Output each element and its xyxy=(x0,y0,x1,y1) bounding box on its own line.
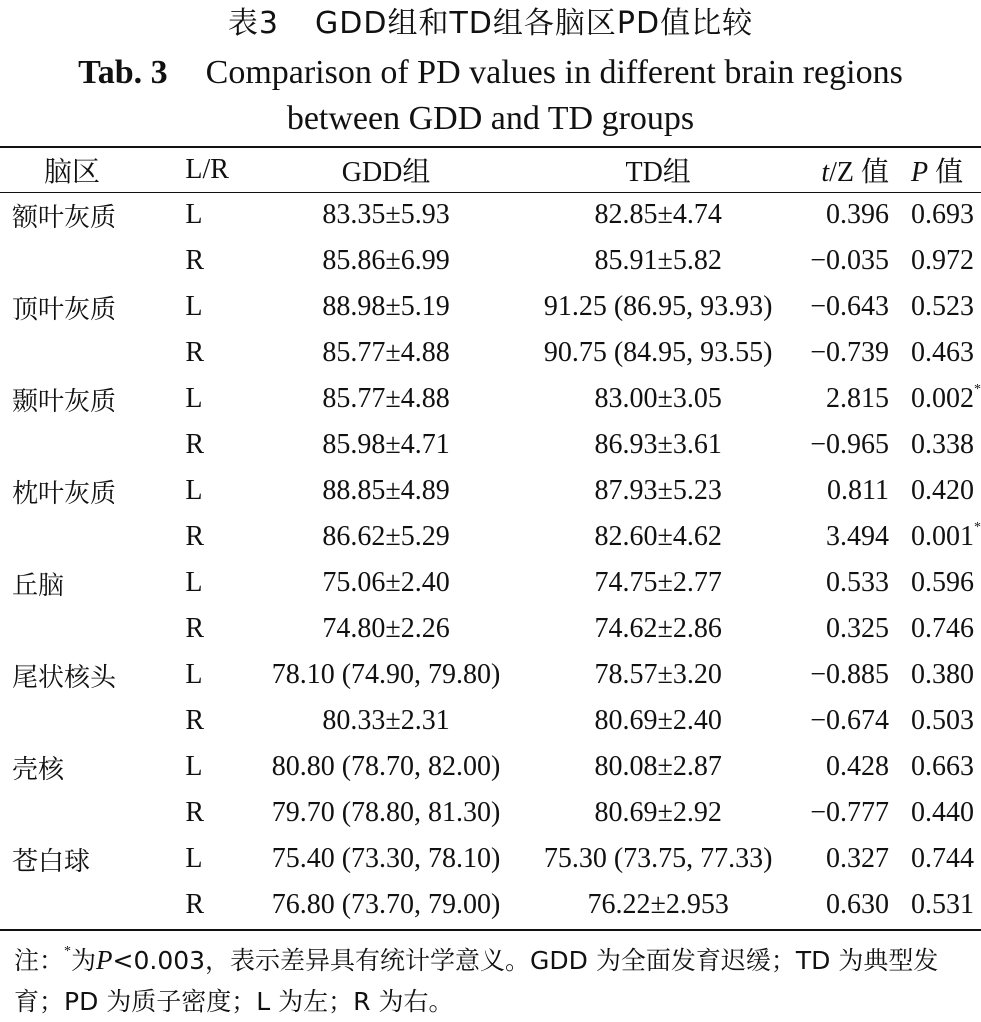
cell-t-z xyxy=(784,790,911,836)
cell-p xyxy=(911,192,981,238)
cell-lr xyxy=(185,330,240,376)
cell-gdd xyxy=(240,330,532,376)
cell-region xyxy=(0,744,185,790)
table-row xyxy=(0,284,981,330)
cell-td-value: 91.25 (86.95, 93.93) xyxy=(543,291,773,322)
cell-lr xyxy=(185,560,240,606)
cell-region-value: 枕叶灰质 xyxy=(12,478,117,509)
cell-region-value: 苍白球 xyxy=(12,846,91,877)
cell-p-value: 0.693 xyxy=(911,199,974,230)
cell-p-value: 0.523 xyxy=(911,291,974,322)
cell-p-value: 0.663 xyxy=(911,751,974,782)
cell-gdd-value: 88.85±4.89 xyxy=(322,475,450,506)
pd-comparison-table xyxy=(0,148,981,928)
cell-td xyxy=(532,698,784,744)
cell-t-z xyxy=(784,652,911,698)
table-caption-en-line1: Comparison of PD values in different brain regions xyxy=(205,54,903,91)
cell-td xyxy=(532,514,784,560)
cell-gdd-value: 79.70 (78.80, 81.30) xyxy=(271,797,501,828)
cell-p-value: 0.744 xyxy=(911,843,974,874)
cell-region xyxy=(0,330,185,376)
cell-lr-value: L xyxy=(185,751,203,782)
cell-p xyxy=(911,836,981,882)
cell-p xyxy=(911,698,981,744)
cell-lr xyxy=(185,652,240,698)
cell-p xyxy=(911,744,981,790)
cell-lr-value: L xyxy=(185,567,203,598)
cell-td-value: 80.69±2.40 xyxy=(594,705,722,736)
cell-region xyxy=(0,284,185,330)
table-caption-cn: GDD组和TD组各脑区PD值比较 xyxy=(315,6,754,41)
cell-t-z-value: 0.325 xyxy=(826,613,889,644)
cell-p xyxy=(911,652,981,698)
cell-p xyxy=(911,560,981,606)
table-row xyxy=(0,606,981,652)
cell-td xyxy=(532,468,784,514)
cell-region xyxy=(0,376,185,422)
cell-lr xyxy=(185,790,240,836)
cell-gdd xyxy=(240,790,532,836)
cell-t-z xyxy=(784,330,911,376)
cell-lr xyxy=(185,468,240,514)
cell-lr-value: L xyxy=(185,843,203,874)
cell-lr xyxy=(185,744,240,790)
cell-lr-value: L xyxy=(185,199,203,230)
cell-lr-value: L xyxy=(185,383,203,414)
cell-p-value: 0.440 xyxy=(911,797,974,828)
cell-gdd xyxy=(240,606,532,652)
cell-gdd-value: 76.80 (73.70, 79.00) xyxy=(271,889,501,920)
cell-t-z-value: 0.533 xyxy=(826,567,889,598)
cell-region-value: 顶叶灰质 xyxy=(12,294,117,325)
cell-region xyxy=(0,790,185,836)
cell-td xyxy=(532,744,784,790)
cell-td xyxy=(532,606,784,652)
cell-t-z xyxy=(784,882,911,928)
cell-td xyxy=(532,882,784,928)
cell-td-value: 86.93±3.61 xyxy=(594,429,722,460)
cell-p-value: 0.972 xyxy=(911,245,974,276)
cell-lr-value: L xyxy=(185,291,203,322)
header-td-label: TD组 xyxy=(625,157,691,188)
cell-t-z-value: 0.428 xyxy=(826,751,889,782)
cell-td xyxy=(532,560,784,606)
cell-region-value: 颞叶灰质 xyxy=(12,386,117,417)
cell-td xyxy=(532,238,784,284)
cell-lr-value: R xyxy=(185,245,205,276)
cell-p xyxy=(911,284,981,330)
cell-lr xyxy=(185,836,240,882)
cell-t-z xyxy=(784,376,911,422)
cell-t-z xyxy=(784,284,911,330)
cell-t-z xyxy=(784,606,911,652)
cell-gdd-value: 75.06±2.40 xyxy=(322,567,450,598)
cell-t-z xyxy=(784,698,911,744)
cell-t-z xyxy=(784,422,911,468)
cell-gdd-value: 75.40 (73.30, 78.10) xyxy=(271,843,501,874)
cell-t-z xyxy=(784,560,911,606)
cell-gdd xyxy=(240,560,532,606)
cell-p-value: 0.001 xyxy=(911,521,974,552)
cell-gdd-value: 74.80±2.26 xyxy=(322,613,450,644)
header-t-italic: t xyxy=(821,157,830,188)
cell-gdd-value: 85.77±4.88 xyxy=(322,337,450,368)
note-part1: 为 xyxy=(71,946,97,975)
header-gdd xyxy=(240,148,532,192)
note-p-italic: P xyxy=(96,945,113,975)
table-body xyxy=(0,192,981,928)
cell-region xyxy=(0,238,185,284)
cell-t-z xyxy=(784,468,911,514)
cell-gdd xyxy=(240,652,532,698)
cell-lr xyxy=(185,514,240,560)
cell-region xyxy=(0,836,185,882)
table-row xyxy=(0,376,981,422)
header-lr: L/R xyxy=(185,154,229,185)
cell-gdd xyxy=(240,514,532,560)
table-title-en-line1 xyxy=(0,50,981,96)
cell-td-value: 80.08±2.87 xyxy=(594,751,722,782)
cell-p xyxy=(911,376,981,422)
header-td xyxy=(532,148,784,192)
cell-t-z xyxy=(784,192,911,238)
cell-lr xyxy=(185,192,240,238)
cell-t-z-value: 0.811 xyxy=(827,475,889,506)
cell-p-value: 0.596 xyxy=(911,567,974,598)
cell-td-value: 80.69±2.92 xyxy=(594,797,722,828)
cell-region xyxy=(0,422,185,468)
header-t-z xyxy=(784,148,911,192)
cell-td xyxy=(532,376,784,422)
cell-p-value: 0.746 xyxy=(911,613,974,644)
note-part2: <0.003，表示差异具有统计学意义。GDD 为全面发育迟缓；TD 为典型发育；PD 为质子密度；L 为左；R 为右。 xyxy=(14,946,939,1016)
cell-p-value: 0.380 xyxy=(911,659,974,690)
cell-lr-value: R xyxy=(185,337,205,368)
cell-region xyxy=(0,514,185,560)
table-row xyxy=(0,422,981,468)
cell-t-z-value: 3.494 xyxy=(826,521,889,552)
header-p xyxy=(911,148,981,192)
cell-gdd-value: 85.98±4.71 xyxy=(322,429,450,460)
cell-td-value: 90.75 (84.95, 93.55) xyxy=(543,337,773,368)
cell-gdd-value: 86.62±5.29 xyxy=(322,521,450,552)
cell-td-value: 78.57±3.20 xyxy=(594,659,722,690)
table-caption-en-line2: between GDD and TD groups xyxy=(286,100,695,137)
cell-gdd-value: 85.86±6.99 xyxy=(322,245,450,276)
cell-lr xyxy=(185,606,240,652)
cell-gdd xyxy=(240,422,532,468)
cell-p-value: 0.463 xyxy=(911,337,974,368)
cell-t-z-value: 0.396 xyxy=(826,199,889,230)
cell-t-z-value: 2.815 xyxy=(826,383,889,414)
table-row xyxy=(0,744,981,790)
cell-lr-value: L xyxy=(185,475,203,506)
cell-t-z xyxy=(784,238,911,284)
cell-td-value: 82.60±4.62 xyxy=(594,521,722,552)
cell-p-value: 0.002 xyxy=(911,383,974,414)
cell-lr xyxy=(185,422,240,468)
cell-gdd xyxy=(240,698,532,744)
table-row xyxy=(0,468,981,514)
cell-lr xyxy=(185,376,240,422)
header-t-rest: /Z 值 xyxy=(829,157,889,188)
cell-gdd xyxy=(240,376,532,422)
cell-t-z-value: −0.643 xyxy=(810,291,889,322)
cell-lr-value: R xyxy=(185,521,205,552)
cell-lr xyxy=(185,284,240,330)
table-row xyxy=(0,836,981,882)
cell-gdd-value: 80.80 (78.70, 82.00) xyxy=(271,751,501,782)
cell-gdd xyxy=(240,744,532,790)
cell-lr xyxy=(185,882,240,928)
cell-td-value: 85.91±5.82 xyxy=(594,245,722,276)
cell-td xyxy=(532,330,784,376)
cell-region xyxy=(0,882,185,928)
cell-td-value: 87.93±5.23 xyxy=(594,475,722,506)
table-row xyxy=(0,790,981,836)
cell-lr xyxy=(185,698,240,744)
cell-p xyxy=(911,790,981,836)
note-prefix: 注： xyxy=(14,946,65,975)
cell-gdd xyxy=(240,238,532,284)
cell-td xyxy=(532,284,784,330)
table-footnote xyxy=(14,940,974,1022)
cell-td xyxy=(532,790,784,836)
note-star: * xyxy=(64,944,72,959)
cell-td xyxy=(532,422,784,468)
cell-p xyxy=(911,238,981,284)
significance-star: * xyxy=(974,382,981,397)
cell-td-value: 74.75±2.77 xyxy=(594,567,722,598)
header-p-italic: P xyxy=(911,157,929,188)
cell-p-value: 0.531 xyxy=(911,889,974,920)
cell-td xyxy=(532,652,784,698)
table-row xyxy=(0,192,981,238)
cell-t-z-value: 0.630 xyxy=(826,889,889,920)
table-bottom-rule xyxy=(0,929,981,931)
cell-p xyxy=(911,882,981,928)
cell-p-value: 0.338 xyxy=(911,429,974,460)
header-p-rest: 值 xyxy=(928,157,964,188)
cell-gdd xyxy=(240,192,532,238)
cell-t-z xyxy=(784,836,911,882)
table-label-cn: 表3 xyxy=(227,6,279,41)
cell-region-value: 丘脑 xyxy=(12,570,65,601)
cell-td xyxy=(532,192,784,238)
cell-region-value: 壳核 xyxy=(12,754,65,785)
cell-gdd-value: 88.98±5.19 xyxy=(322,291,450,322)
cell-td-value: 83.00±3.05 xyxy=(594,383,722,414)
header-gdd-label: GDD组 xyxy=(341,157,431,188)
cell-lr xyxy=(185,238,240,284)
cell-region xyxy=(0,698,185,744)
significance-star: * xyxy=(974,520,981,535)
cell-lr-value: R xyxy=(185,705,205,736)
cell-td-value: 76.22±2.953 xyxy=(587,889,729,920)
table-row xyxy=(0,330,981,376)
cell-lr-value: R xyxy=(185,613,205,644)
table-title-en xyxy=(0,50,981,142)
cell-t-z xyxy=(784,514,911,560)
table-title-cn xyxy=(0,2,981,44)
cell-region-value: 额叶灰质 xyxy=(12,202,117,233)
cell-gdd-value: 83.35±5.93 xyxy=(322,199,450,230)
cell-t-z-value: −0.885 xyxy=(810,659,889,690)
cell-gdd-value: 85.77±4.88 xyxy=(322,383,450,414)
cell-t-z-value: −0.739 xyxy=(810,337,889,368)
table-row xyxy=(0,560,981,606)
cell-region xyxy=(0,192,185,238)
cell-region xyxy=(0,606,185,652)
header-region: 脑区 xyxy=(44,155,101,188)
cell-gdd xyxy=(240,882,532,928)
cell-td-value: 75.30 (73.75, 77.33) xyxy=(543,843,773,874)
cell-t-z-value: 0.327 xyxy=(826,843,889,874)
cell-region xyxy=(0,560,185,606)
cell-p xyxy=(911,422,981,468)
cell-gdd xyxy=(240,284,532,330)
cell-t-z-value: −0.035 xyxy=(810,245,889,276)
table-row xyxy=(0,882,981,928)
cell-p xyxy=(911,514,981,560)
cell-p xyxy=(911,606,981,652)
cell-lr-value: R xyxy=(185,797,205,828)
cell-gdd xyxy=(240,836,532,882)
table-row xyxy=(0,514,981,560)
table-row xyxy=(0,698,981,744)
cell-lr-value: R xyxy=(185,429,205,460)
cell-p-value: 0.420 xyxy=(911,475,974,506)
cell-t-z xyxy=(784,744,911,790)
cell-p xyxy=(911,330,981,376)
cell-t-z-value: −0.674 xyxy=(810,705,889,736)
cell-region xyxy=(0,652,185,698)
cell-t-z-value: −0.777 xyxy=(810,797,889,828)
cell-region-value: 尾状核头 xyxy=(12,662,117,693)
cell-td-value: 74.62±2.86 xyxy=(594,613,722,644)
cell-gdd-value: 78.10 (74.90, 79.80) xyxy=(271,659,501,690)
cell-lr-value: R xyxy=(185,889,205,920)
cell-p xyxy=(911,468,981,514)
cell-region xyxy=(0,468,185,514)
cell-gdd xyxy=(240,468,532,514)
table-label-en: Tab. 3 xyxy=(78,54,168,91)
cell-td xyxy=(532,836,784,882)
table-row xyxy=(0,238,981,284)
table-header-row xyxy=(0,148,981,192)
cell-gdd-value: 80.33±2.31 xyxy=(322,705,450,736)
cell-lr-value: L xyxy=(185,659,203,690)
cell-t-z-value: −0.965 xyxy=(810,429,889,460)
cell-td-value: 82.85±4.74 xyxy=(594,199,722,230)
cell-p-value: 0.503 xyxy=(911,705,974,736)
table-row xyxy=(0,652,981,698)
